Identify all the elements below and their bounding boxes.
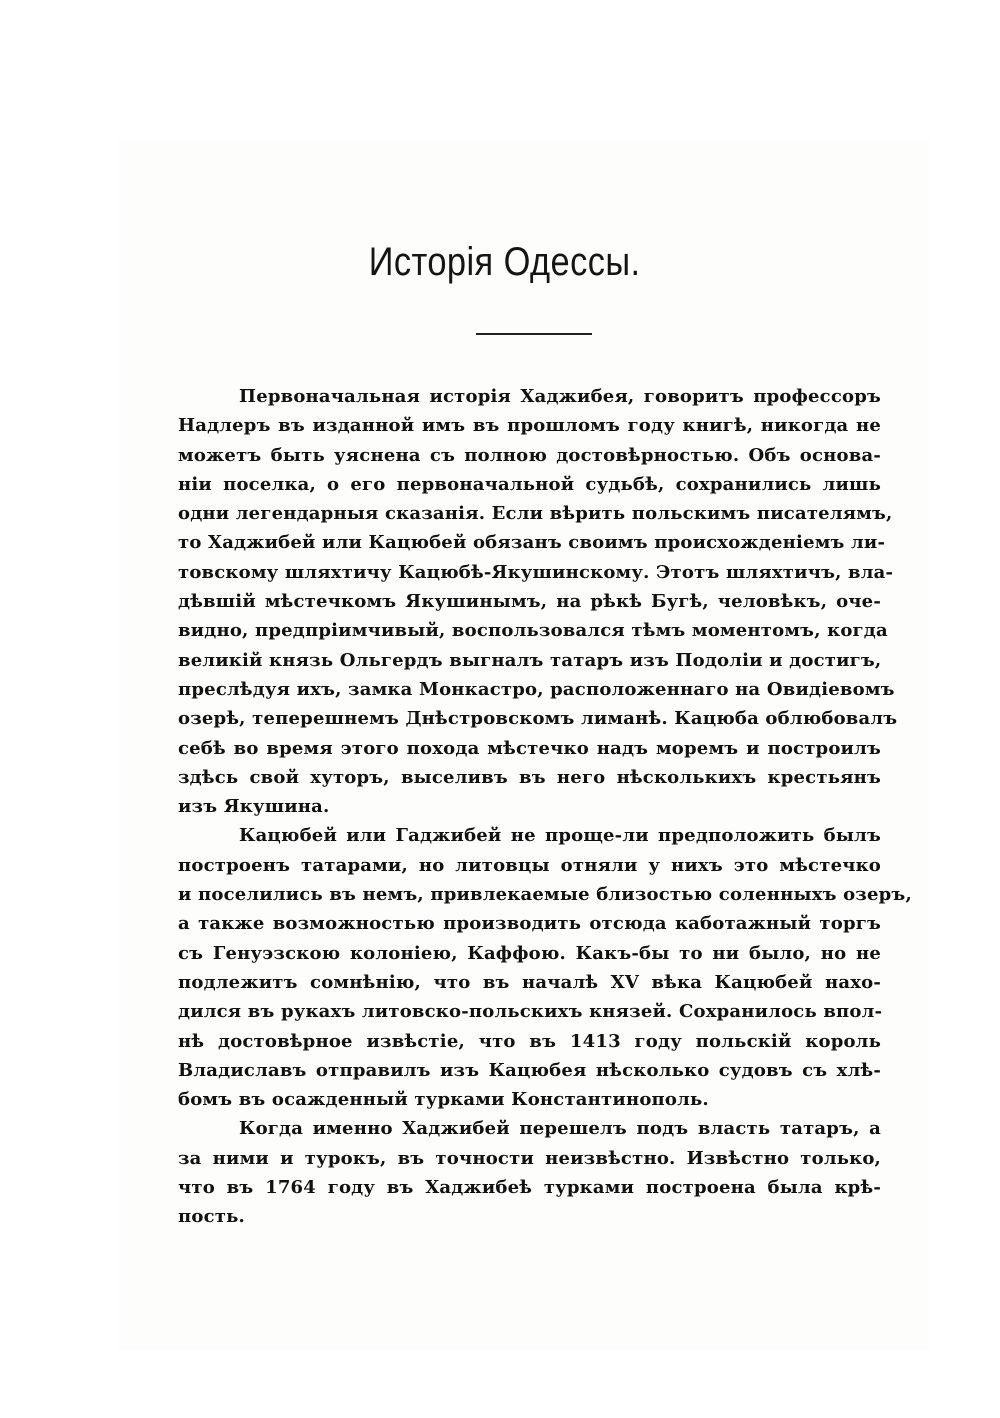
text-line: и поселились въ немъ, привлекаемые близостью соленныхъ озеръ, <box>178 884 912 906</box>
text-line: а также возможностью производить отсюда каботажный торгъ <box>178 913 881 935</box>
text-line: товскому шляхтичу Кацюбѣ-Якушинскому. Этотъ шляхтичъ, вла- <box>178 561 894 583</box>
text-line: здѣсь свой хуторъ, выселивъ въ него нѣсколькихъ крестьянъ <box>178 766 881 788</box>
text-line: то Хаджибей или Кацюбей обязанъ своимъ происхожденіемъ ли- <box>178 532 886 554</box>
text-line: одни легендарныя сказанія. Если вѣрить польскимъ писателямъ, <box>178 503 893 525</box>
text-line: подлежитъ сомнѣнію, что въ началѣ XV вѣка Кацюбей нахо- <box>178 971 881 993</box>
text-line: Кацюбей или Гаджибей не проще-ли предположить былъ <box>239 825 881 847</box>
text-line: изъ Якушина. <box>178 796 330 818</box>
text-line: видно, предпріимчивый, воспользовался тѣмъ моментомъ, когда <box>178 620 888 642</box>
text-line: за ними и турокъ, въ точности неизвѣстно. Извѣстно только, <box>178 1147 881 1169</box>
text-line: бомъ въ осажденный турками Константинополь. <box>178 1089 709 1111</box>
text-line: преслѣдуя ихъ, замка Монкастро, расположеннаго на Овидіевомъ <box>178 678 895 700</box>
text-line: Владиславъ отправилъ изъ Кацюбея нѣсколько судовъ съ хлѣ- <box>178 1059 881 1081</box>
text-line: дился въ рукахъ литовско-польскихъ князей. Сохранилось впол- <box>178 1001 883 1023</box>
text-line: дѣвшій мѣстечкомъ Якушинымъ, на рѣкѣ Бугѣ, человѣкъ, оче- <box>178 591 881 613</box>
text-line: Надлеръ въ изданной имъ въ прошломъ году книгѣ, никогда не <box>178 415 881 437</box>
text-line: пость. <box>178 1206 245 1228</box>
text-line: что въ 1764 году въ Хаджибеѣ турками построена была крѣ- <box>178 1177 881 1199</box>
text-line: можетъ быть уяснена съ полною достовѣрностью. Объ основа- <box>178 444 881 466</box>
page-title: Исторія Одессы. <box>368 240 641 284</box>
title-divider <box>476 333 592 335</box>
text-line: нѣ достовѣрное извѣстіе, что въ 1413 году польскій король <box>178 1030 881 1052</box>
text-line: Когда именно Хаджибей перешелъ подъ власть татаръ, а <box>239 1118 881 1140</box>
text-line: построенъ татарами, но литовцы отняли у нихъ это мѣстечко <box>178 854 881 876</box>
text-line: великій князь Ольгердъ выгналъ татаръ изъ Подоліи и достигъ, <box>178 649 882 671</box>
text-line: себѣ во время этого похода мѣстечко надъ моремъ и построилъ <box>178 737 881 759</box>
text-line: Первоначальная исторія Хаджибея, говоритъ профессоръ <box>239 386 881 407</box>
text-line: съ Генуэзскою колоніею, Каффою. Какъ-бы то ни было, но не <box>178 942 881 964</box>
text-line: озерѣ, теперешнемъ Днѣстровскомъ лиманѣ. Кацюба облюбовалъ <box>178 708 898 730</box>
body-text <box>178 382 912 1232</box>
text-line: ніи поселка, о его первоначальной судьбѣ, сохранились лишь <box>178 473 881 495</box>
